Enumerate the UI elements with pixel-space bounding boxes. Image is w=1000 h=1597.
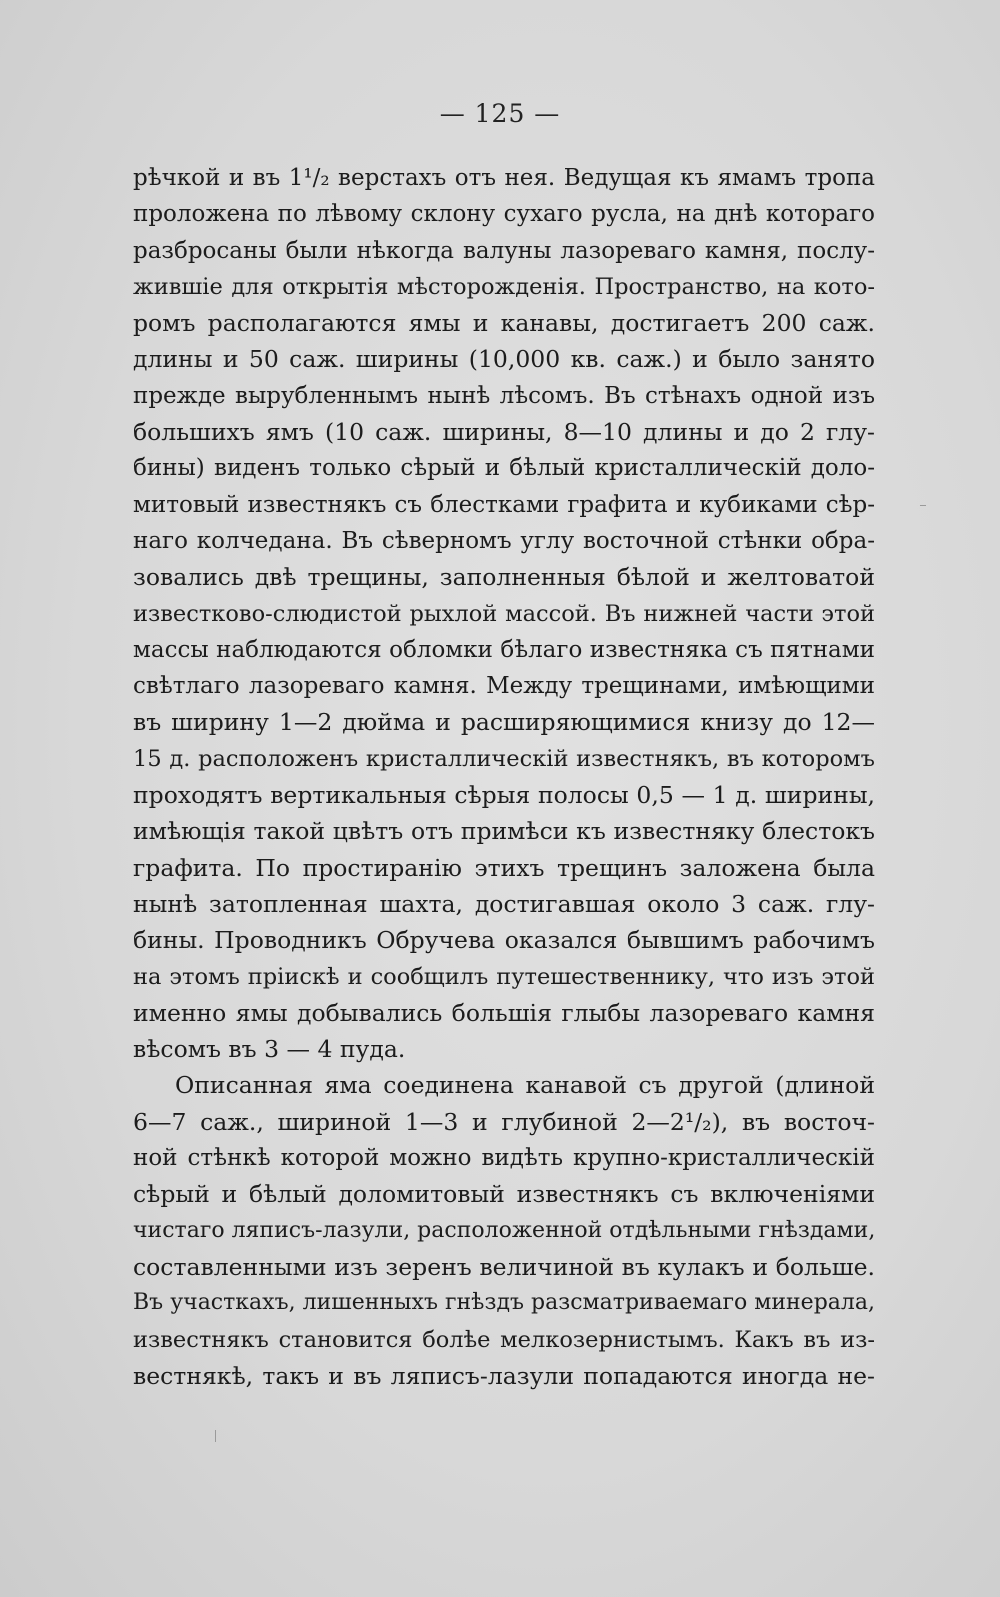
text-line: графита. По простиранію этихъ трещинъ заложена была <box>133 853 875 882</box>
text-line: длины и 50 саж. ширины (10,000 кв. саж.) и было занято <box>133 345 875 374</box>
text-line: известково-слюдистой рыхлой массой. Въ нижней части этой <box>133 600 875 627</box>
text-line: на этомъ пріискѣ и сообщилъ путешественнику, что изъ этой <box>133 963 875 990</box>
paragraph <box>133 1067 875 1394</box>
paragraph <box>133 160 875 1067</box>
text-line: разбросаны были нѣкогда валуны лазореваго камня, послу- <box>133 237 875 264</box>
text-line: вестнякѣ, такъ и въ ляписъ-лазули попадаются иногда не- <box>133 1361 875 1390</box>
text-line: 6—7 саж., шириной 1—3 и глубиной 2—2¹/₂), въ восточ- <box>133 1107 875 1136</box>
page-number: — 125 — <box>439 99 561 128</box>
text-line: зовались двѣ трещины, заполненныя бѣлой и желтоватой <box>133 563 875 592</box>
text-line: вѣсомъ въ 3 — 4 пуда. <box>133 1035 406 1064</box>
text-line: проходятъ вертикальныя сѣрыя полосы 0,5 — 1 д. ширины, <box>133 781 875 810</box>
text-line: Въ участкахъ, лишенныхъ гнѣздъ разсматриваемаго минерала, <box>133 1290 875 1316</box>
text-line: большихъ ямъ (10 саж. ширины, 8—10 длины и до 2 глу- <box>133 418 875 447</box>
text-line: проложена по лѣвому склону сухаго русла, на днѣ котораго <box>133 201 875 228</box>
text-line: ной стѣнкѣ которой можно видѣть крупно-кристаллическій <box>133 1145 875 1172</box>
text-line: свѣтлаго лазореваго камня. Между трещинами, имѣющими <box>133 673 875 700</box>
text-line: жившіе для открытія мѣсторожденія. Пространство, на кото- <box>133 273 875 300</box>
text-line: рѣчкой и въ 1¹/₂ верстахъ отъ нея. Ведущая къ ямамъ тропа <box>133 165 875 191</box>
text-line: Описанная яма соединена канавой съ другой (длиной <box>175 1071 875 1100</box>
text-line: массы наблюдаются обломки бѣлаго известняка съ пятнами <box>133 636 875 663</box>
text-line: именно ямы добывались большія глыбы лазореваго камня <box>133 998 875 1027</box>
text-line: въ ширину 1—2 дюйма и расширяющимися книзу до 12— <box>133 708 875 737</box>
text-line: нынѣ затопленная шахта, достигавшая около 3 саж. глу- <box>133 889 875 918</box>
scan-speck <box>920 505 926 506</box>
text-line: митовый известнякъ съ блестками графита и кубиками сѣр- <box>133 491 875 518</box>
text-line: имѣющія такой цвѣтъ отъ примѣси къ известняку блестокъ <box>133 817 875 846</box>
text-line: бины. Проводникъ Обручева оказался бывшимъ рабочимъ <box>133 926 875 955</box>
text-line: составленными изъ зеренъ величиной въ кулакъ и больше. <box>133 1252 875 1281</box>
text-line: чистаго ляписъ-лазули, расположенной отдѣльными гнѣздами, <box>133 1217 875 1243</box>
text-line: ромъ располагаются ямы и канавы, достигаетъ 200 саж. <box>133 309 875 338</box>
text-line: прежде вырубленнымъ нынѣ лѣсомъ. Въ стѣнахъ одной изъ <box>133 382 875 409</box>
scan-speck <box>215 1430 216 1442</box>
text-line: сѣрый и бѣлый доломитовый известнякъ съ включеніями <box>133 1180 875 1209</box>
text-line: 15 д. расположенъ кристаллическій известнякъ, въ которомъ <box>133 745 875 772</box>
body-text <box>133 160 875 1394</box>
text-line: бины) виденъ только сѣрый и бѣлый кристаллическій доло- <box>133 455 875 482</box>
text-line: известнякъ становится болѣе мелкозернистымъ. Какъ въ из- <box>133 1326 875 1353</box>
text-line: наго колчедана. Въ сѣверномъ углу восточной стѣнки обра- <box>133 527 875 554</box>
